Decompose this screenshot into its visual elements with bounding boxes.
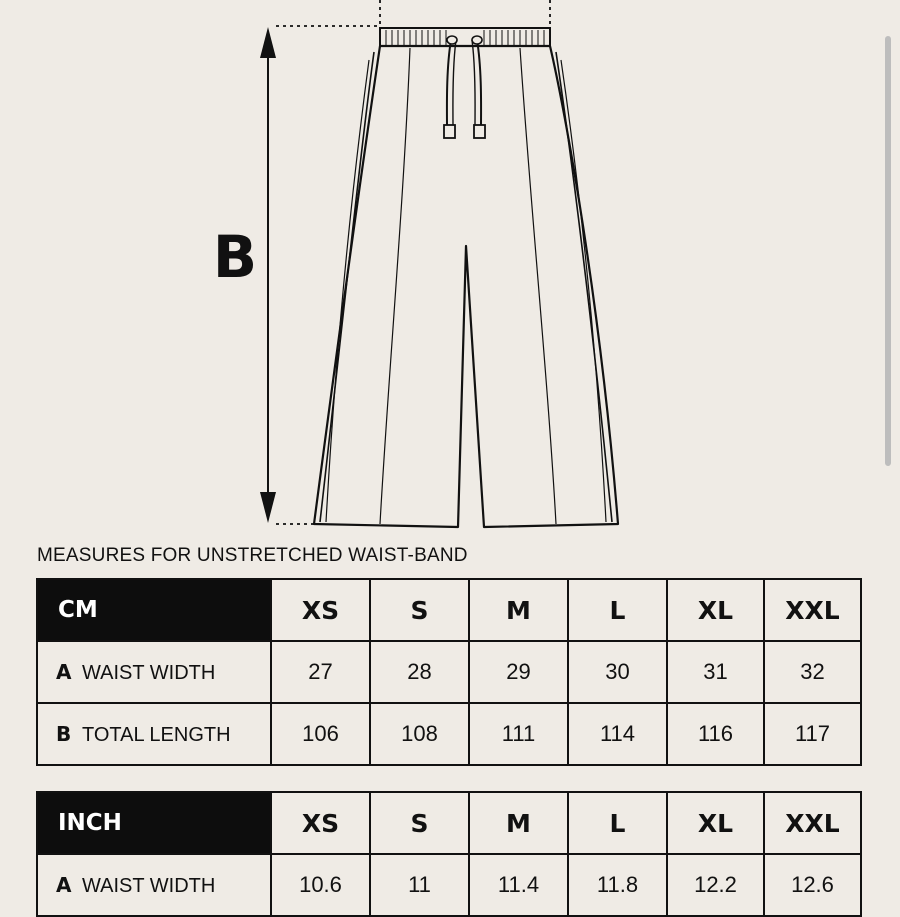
table-row — [37, 703, 861, 765]
table-cell: 28 — [370, 641, 469, 703]
table-cell: 32 — [764, 641, 861, 703]
table-cell: 12.2 — [667, 854, 764, 916]
table-cell: 11.8 — [568, 854, 667, 916]
table-cell: 10.6 — [271, 854, 370, 916]
size-header: XL — [667, 579, 764, 641]
size-header: S — [370, 792, 469, 854]
row-label — [37, 641, 271, 703]
table-cell: 11.4 — [469, 854, 568, 916]
measure-key: B — [56, 722, 72, 746]
table-row — [37, 854, 861, 916]
table-header-row — [37, 579, 861, 641]
size-header: XXL — [764, 792, 861, 854]
measure-key: A — [56, 660, 72, 684]
dimension-label-b: B — [212, 223, 258, 291]
size-header: S — [370, 579, 469, 641]
table-cell: 31 — [667, 641, 764, 703]
size-header: L — [568, 792, 667, 854]
measure-name: TOTAL LENGTH — [82, 724, 231, 746]
row-label — [37, 703, 271, 765]
measure-name: WAIST WIDTH — [82, 875, 216, 897]
size-header: XL — [667, 792, 764, 854]
table-cell: 117 — [764, 703, 861, 765]
table-cell: 30 — [568, 641, 667, 703]
size-header: XS — [271, 792, 370, 854]
table-header-row — [37, 792, 861, 854]
table-cell: 106 — [271, 703, 370, 765]
table-cell: 108 — [370, 703, 469, 765]
table-cell: 29 — [469, 641, 568, 703]
table-cell: 116 — [667, 703, 764, 765]
measure-key: A — [56, 873, 72, 897]
table-cell: 27 — [271, 641, 370, 703]
size-header: M — [469, 579, 568, 641]
measures-caption: MEASURES FOR UNSTRETCHED WAIST-BAND — [37, 545, 468, 566]
size-table-inch — [36, 791, 862, 917]
scrollbar[interactable] — [885, 36, 891, 466]
table-cell: 114 — [568, 703, 667, 765]
size-table-cm — [36, 578, 862, 766]
size-header: M — [469, 792, 568, 854]
unit-header-inch: INCH — [37, 792, 271, 854]
size-header: L — [568, 579, 667, 641]
size-header: XS — [271, 579, 370, 641]
table-cell: 111 — [469, 703, 568, 765]
size-header: XXL — [764, 579, 861, 641]
row-label — [37, 854, 271, 916]
measure-name: WAIST WIDTH — [82, 662, 216, 684]
unit-header-cm: CM — [37, 579, 271, 641]
table-cell: 11 — [370, 854, 469, 916]
table-row — [37, 641, 861, 703]
table-cell: 12.6 — [764, 854, 861, 916]
